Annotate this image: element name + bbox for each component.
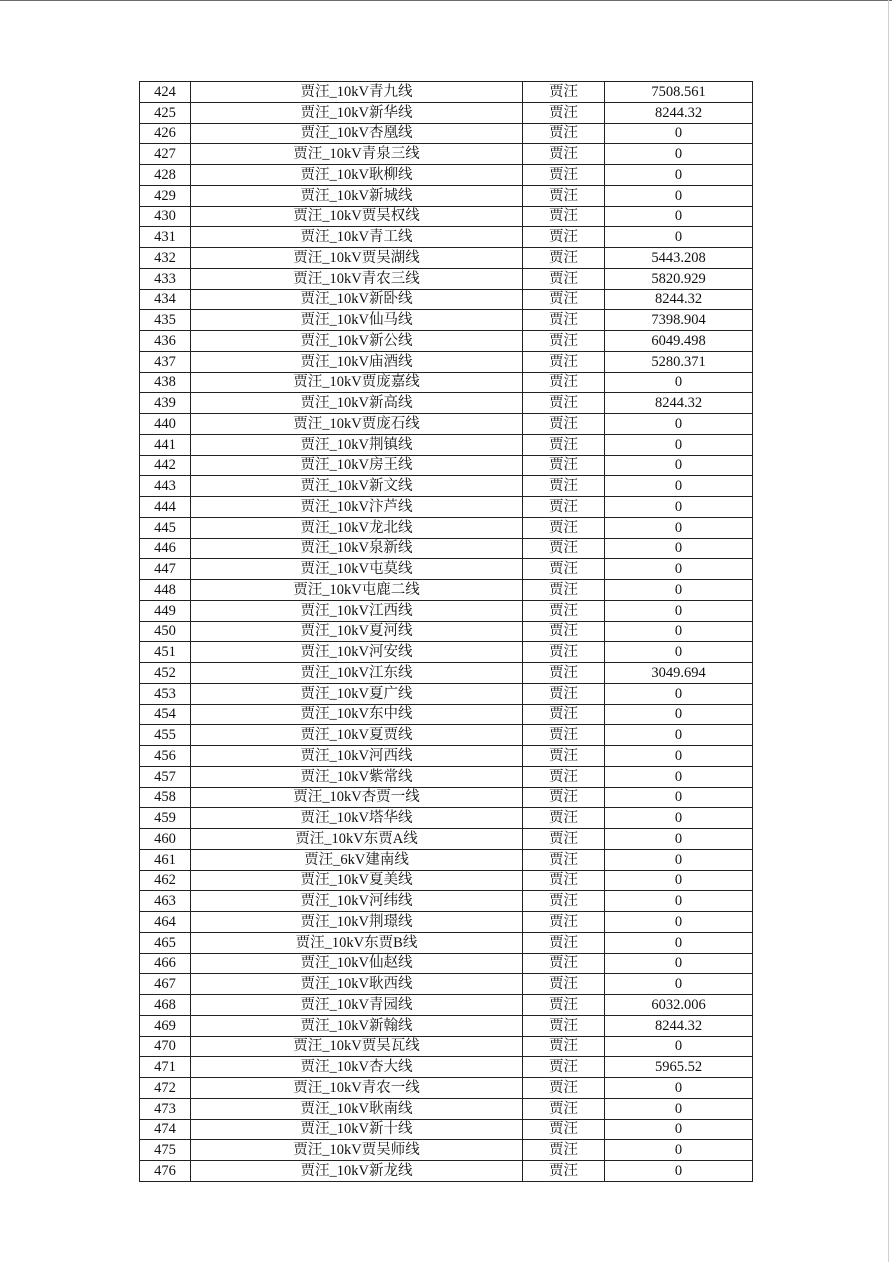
value-cell: 0 [605, 497, 753, 518]
region-cell: 贾汪 [523, 912, 605, 933]
line-name-cell: 贾汪_10kV江东线 [191, 663, 523, 684]
row-index-cell: 426 [140, 123, 191, 144]
row-index-cell: 475 [140, 1140, 191, 1161]
value-cell: 0 [605, 974, 753, 995]
region-cell: 贾汪 [523, 185, 605, 206]
table-row [140, 746, 753, 767]
table-row [140, 621, 753, 642]
table-row [140, 268, 753, 289]
region-cell: 贾汪 [523, 849, 605, 870]
region-cell: 贾汪 [523, 414, 605, 435]
row-index-cell: 446 [140, 538, 191, 559]
line-name-cell: 贾汪_6kV建南线 [191, 849, 523, 870]
table-row [140, 1161, 753, 1182]
value-cell: 0 [605, 746, 753, 767]
row-index-cell: 439 [140, 393, 191, 414]
region-cell: 贾汪 [523, 995, 605, 1016]
region-cell: 贾汪 [523, 227, 605, 248]
value-cell: 0 [605, 185, 753, 206]
row-index-cell: 442 [140, 455, 191, 476]
row-index-cell: 445 [140, 517, 191, 538]
value-cell: 0 [605, 912, 753, 933]
line-name-cell: 贾汪_10kV杏贾一线 [191, 787, 523, 808]
value-cell: 0 [605, 600, 753, 621]
table-row [140, 1098, 753, 1119]
region-cell: 贾汪 [523, 248, 605, 269]
row-index-cell: 447 [140, 559, 191, 580]
value-cell: 3049.694 [605, 663, 753, 684]
row-index-cell: 464 [140, 912, 191, 933]
region-cell: 贾汪 [523, 1140, 605, 1161]
region-cell: 贾汪 [523, 165, 605, 186]
table-row [140, 82, 753, 103]
table-row [140, 974, 753, 995]
value-cell: 0 [605, 849, 753, 870]
table-row [140, 1140, 753, 1161]
value-cell: 5965.52 [605, 1057, 753, 1078]
region-cell: 贾汪 [523, 580, 605, 601]
value-cell: 0 [605, 932, 753, 953]
region-cell: 贾汪 [523, 787, 605, 808]
row-index-cell: 457 [140, 766, 191, 787]
table-row [140, 476, 753, 497]
row-index-cell: 471 [140, 1057, 191, 1078]
value-cell: 0 [605, 704, 753, 725]
row-index-cell: 460 [140, 829, 191, 850]
row-index-cell: 454 [140, 704, 191, 725]
value-cell: 0 [605, 227, 753, 248]
value-cell: 0 [605, 1140, 753, 1161]
table-row [140, 642, 753, 663]
value-cell: 0 [605, 808, 753, 829]
line-name-cell: 贾汪_10kV新高线 [191, 393, 523, 414]
value-cell: 6049.498 [605, 331, 753, 352]
line-name-cell: 贾汪_10kV泉新线 [191, 538, 523, 559]
line-name-cell: 贾汪_10kV荆镇线 [191, 434, 523, 455]
table-row [140, 351, 753, 372]
table-row [140, 600, 753, 621]
row-index-cell: 440 [140, 414, 191, 435]
value-cell: 0 [605, 538, 753, 559]
row-index-cell: 453 [140, 683, 191, 704]
table-row [140, 331, 753, 352]
region-cell: 贾汪 [523, 206, 605, 227]
row-index-cell: 461 [140, 849, 191, 870]
value-cell: 0 [605, 165, 753, 186]
line-name-cell: 贾汪_10kV新卧线 [191, 289, 523, 310]
table-row [140, 289, 753, 310]
line-name-cell: 贾汪_10kV荆璟线 [191, 912, 523, 933]
row-index-cell: 455 [140, 725, 191, 746]
table-row [140, 891, 753, 912]
table-row [140, 849, 753, 870]
region-cell: 贾汪 [523, 372, 605, 393]
row-index-cell: 438 [140, 372, 191, 393]
region-cell: 贾汪 [523, 476, 605, 497]
table-row [140, 932, 753, 953]
table-row [140, 144, 753, 165]
region-cell: 贾汪 [523, 1057, 605, 1078]
table-row [140, 1057, 753, 1078]
region-cell: 贾汪 [523, 538, 605, 559]
row-index-cell: 466 [140, 953, 191, 974]
line-name-cell: 贾汪_10kV紫常线 [191, 766, 523, 787]
line-name-cell: 贾汪_10kV耿柳线 [191, 165, 523, 186]
region-cell: 贾汪 [523, 725, 605, 746]
page-right-border [888, 0, 889, 1262]
row-index-cell: 437 [140, 351, 191, 372]
region-cell: 贾汪 [523, 891, 605, 912]
value-cell: 0 [605, 434, 753, 455]
table-body [140, 82, 753, 1182]
region-cell: 贾汪 [523, 870, 605, 891]
row-index-cell: 474 [140, 1119, 191, 1140]
value-cell: 0 [605, 725, 753, 746]
region-cell: 贾汪 [523, 268, 605, 289]
region-cell: 贾汪 [523, 683, 605, 704]
line-name-cell: 贾汪_10kV龙北线 [191, 517, 523, 538]
table-row [140, 538, 753, 559]
value-cell: 0 [605, 414, 753, 435]
value-cell: 5443.208 [605, 248, 753, 269]
row-index-cell: 428 [140, 165, 191, 186]
value-cell: 0 [605, 580, 753, 601]
table-row [140, 455, 753, 476]
region-cell: 贾汪 [523, 932, 605, 953]
region-cell: 贾汪 [523, 1015, 605, 1036]
line-name-cell: 贾汪_10kV新文线 [191, 476, 523, 497]
region-cell: 贾汪 [523, 642, 605, 663]
region-cell: 贾汪 [523, 517, 605, 538]
line-name-cell: 贾汪_10kV夏广线 [191, 683, 523, 704]
region-cell: 贾汪 [523, 82, 605, 103]
line-name-cell: 贾汪_10kV耿南线 [191, 1098, 523, 1119]
table-row [140, 227, 753, 248]
line-name-cell: 贾汪_10kV杏凰线 [191, 123, 523, 144]
row-index-cell: 441 [140, 434, 191, 455]
value-cell: 0 [605, 559, 753, 580]
page-top-border [0, 0, 892, 1]
row-index-cell: 425 [140, 102, 191, 123]
value-cell: 0 [605, 891, 753, 912]
region-cell: 贾汪 [523, 1098, 605, 1119]
line-name-cell: 贾汪_10kV河纬线 [191, 891, 523, 912]
row-index-cell: 444 [140, 497, 191, 518]
value-cell: 0 [605, 621, 753, 642]
line-name-cell: 贾汪_10kV贾吴湖线 [191, 248, 523, 269]
line-name-cell: 贾汪_10kV东贾B线 [191, 932, 523, 953]
row-index-cell: 436 [140, 331, 191, 352]
table-row [140, 310, 753, 331]
row-index-cell: 431 [140, 227, 191, 248]
line-name-cell: 贾汪_10kV贾吴权线 [191, 206, 523, 227]
table-row [140, 725, 753, 746]
row-index-cell: 472 [140, 1078, 191, 1099]
row-index-cell: 470 [140, 1036, 191, 1057]
value-cell: 0 [605, 1161, 753, 1182]
row-index-cell: 430 [140, 206, 191, 227]
table-row [140, 870, 753, 891]
table-row [140, 1015, 753, 1036]
line-name-cell: 贾汪_10kV河西线 [191, 746, 523, 767]
region-cell: 贾汪 [523, 808, 605, 829]
row-index-cell: 458 [140, 787, 191, 808]
value-cell: 0 [605, 123, 753, 144]
line-name-cell: 贾汪_10kV夏贾线 [191, 725, 523, 746]
line-name-cell: 贾汪_10kV屯鹿二线 [191, 580, 523, 601]
region-cell: 贾汪 [523, 102, 605, 123]
data-table [139, 81, 753, 1182]
line-name-cell: 贾汪_10kV河安线 [191, 642, 523, 663]
value-cell: 0 [605, 787, 753, 808]
region-cell: 贾汪 [523, 331, 605, 352]
table-row [140, 434, 753, 455]
line-name-cell: 贾汪_10kV杏大线 [191, 1057, 523, 1078]
row-index-cell: 467 [140, 974, 191, 995]
value-cell: 0 [605, 455, 753, 476]
region-cell: 贾汪 [523, 123, 605, 144]
row-index-cell: 450 [140, 621, 191, 642]
value-cell: 0 [605, 476, 753, 497]
row-index-cell: 448 [140, 580, 191, 601]
table-row [140, 185, 753, 206]
value-cell: 8244.32 [605, 393, 753, 414]
value-cell: 0 [605, 1098, 753, 1119]
row-index-cell: 435 [140, 310, 191, 331]
region-cell: 贾汪 [523, 310, 605, 331]
value-cell: 8244.32 [605, 1015, 753, 1036]
line-name-cell: 贾汪_10kV新公线 [191, 331, 523, 352]
value-cell: 5820.929 [605, 268, 753, 289]
table-row [140, 808, 753, 829]
table-row [140, 1119, 753, 1140]
row-index-cell: 452 [140, 663, 191, 684]
table-row [140, 248, 753, 269]
region-cell: 贾汪 [523, 455, 605, 476]
value-cell: 5280.371 [605, 351, 753, 372]
region-cell: 贾汪 [523, 746, 605, 767]
table-row [140, 766, 753, 787]
line-name-cell: 贾汪_10kV汴芦线 [191, 497, 523, 518]
line-name-cell: 贾汪_10kV贾吴师线 [191, 1140, 523, 1161]
value-cell: 7508.561 [605, 82, 753, 103]
line-name-cell: 贾汪_10kV房王线 [191, 455, 523, 476]
line-name-cell: 贾汪_10kV庙酒线 [191, 351, 523, 372]
line-name-cell: 贾汪_10kV青泉三线 [191, 144, 523, 165]
region-cell: 贾汪 [523, 974, 605, 995]
table-row [140, 393, 753, 414]
line-name-cell: 贾汪_10kV新十线 [191, 1119, 523, 1140]
region-cell: 贾汪 [523, 144, 605, 165]
line-name-cell: 贾汪_10kV塔华线 [191, 808, 523, 829]
region-cell: 贾汪 [523, 829, 605, 850]
table-row [140, 1078, 753, 1099]
region-cell: 贾汪 [523, 497, 605, 518]
value-cell: 0 [605, 1119, 753, 1140]
row-index-cell: 449 [140, 600, 191, 621]
line-name-cell: 贾汪_10kV青农三线 [191, 268, 523, 289]
value-cell: 0 [605, 683, 753, 704]
region-cell: 贾汪 [523, 704, 605, 725]
table-row [140, 414, 753, 435]
row-index-cell: 434 [140, 289, 191, 310]
row-index-cell: 433 [140, 268, 191, 289]
line-name-cell: 贾汪_10kV夏美线 [191, 870, 523, 891]
region-cell: 贾汪 [523, 351, 605, 372]
line-name-cell: 贾汪_10kV贾庞石线 [191, 414, 523, 435]
line-name-cell: 贾汪_10kV仙马线 [191, 310, 523, 331]
line-name-cell: 贾汪_10kV贾庞嘉线 [191, 372, 523, 393]
line-name-cell: 贾汪_10kV东贾A线 [191, 829, 523, 850]
line-name-cell: 贾汪_10kV青园线 [191, 995, 523, 1016]
value-cell: 0 [605, 870, 753, 891]
row-index-cell: 459 [140, 808, 191, 829]
value-cell: 0 [605, 766, 753, 787]
row-index-cell: 451 [140, 642, 191, 663]
value-cell: 0 [605, 1036, 753, 1057]
table-row [140, 787, 753, 808]
region-cell: 贾汪 [523, 289, 605, 310]
value-cell: 0 [605, 206, 753, 227]
line-name-cell: 贾汪_10kV新龙线 [191, 1161, 523, 1182]
table-row [140, 559, 753, 580]
row-index-cell: 473 [140, 1098, 191, 1119]
table-row [140, 102, 753, 123]
row-index-cell: 463 [140, 891, 191, 912]
table-row [140, 683, 753, 704]
line-name-cell: 贾汪_10kV新华线 [191, 102, 523, 123]
table-row [140, 912, 753, 933]
region-cell: 贾汪 [523, 953, 605, 974]
table-row [140, 995, 753, 1016]
value-cell: 0 [605, 517, 753, 538]
table-row [140, 123, 753, 144]
region-cell: 贾汪 [523, 559, 605, 580]
region-cell: 贾汪 [523, 434, 605, 455]
table-row [140, 497, 753, 518]
row-index-cell: 427 [140, 144, 191, 165]
table-row [140, 165, 753, 186]
line-name-cell: 贾汪_10kV新城线 [191, 185, 523, 206]
line-name-cell: 贾汪_10kV夏河线 [191, 621, 523, 642]
row-index-cell: 469 [140, 1015, 191, 1036]
table-row [140, 580, 753, 601]
table-row [140, 517, 753, 538]
line-name-cell: 贾汪_10kV江西线 [191, 600, 523, 621]
value-cell: 0 [605, 372, 753, 393]
region-cell: 贾汪 [523, 393, 605, 414]
region-cell: 贾汪 [523, 1078, 605, 1099]
region-cell: 贾汪 [523, 621, 605, 642]
row-index-cell: 456 [140, 746, 191, 767]
region-cell: 贾汪 [523, 663, 605, 684]
region-cell: 贾汪 [523, 766, 605, 787]
row-index-cell: 462 [140, 870, 191, 891]
value-cell: 0 [605, 642, 753, 663]
value-cell: 8244.32 [605, 289, 753, 310]
row-index-cell: 432 [140, 248, 191, 269]
line-name-cell: 贾汪_10kV青农一线 [191, 1078, 523, 1099]
value-cell: 0 [605, 1078, 753, 1099]
line-name-cell: 贾汪_10kV贾吴瓦线 [191, 1036, 523, 1057]
row-index-cell: 429 [140, 185, 191, 206]
line-name-cell: 贾汪_10kV青工线 [191, 227, 523, 248]
line-name-cell: 贾汪_10kV新翰线 [191, 1015, 523, 1036]
table-row [140, 372, 753, 393]
region-cell: 贾汪 [523, 1036, 605, 1057]
table-row [140, 704, 753, 725]
region-cell: 贾汪 [523, 600, 605, 621]
table-row [140, 953, 753, 974]
region-cell: 贾汪 [523, 1161, 605, 1182]
table-row [140, 1036, 753, 1057]
table-row [140, 663, 753, 684]
value-cell: 7398.904 [605, 310, 753, 331]
line-name-cell: 贾汪_10kV屯莫线 [191, 559, 523, 580]
table-row [140, 829, 753, 850]
region-cell: 贾汪 [523, 1119, 605, 1140]
line-name-cell: 贾汪_10kV耿西线 [191, 974, 523, 995]
value-cell: 0 [605, 829, 753, 850]
table-row [140, 206, 753, 227]
row-index-cell: 424 [140, 82, 191, 103]
row-index-cell: 443 [140, 476, 191, 497]
row-index-cell: 476 [140, 1161, 191, 1182]
value-cell: 0 [605, 144, 753, 165]
value-cell: 0 [605, 953, 753, 974]
line-name-cell: 贾汪_10kV仙赵线 [191, 953, 523, 974]
value-cell: 8244.32 [605, 102, 753, 123]
value-cell: 6032.006 [605, 995, 753, 1016]
row-index-cell: 465 [140, 932, 191, 953]
row-index-cell: 468 [140, 995, 191, 1016]
line-name-cell: 贾汪_10kV东中线 [191, 704, 523, 725]
line-name-cell: 贾汪_10kV青九线 [191, 82, 523, 103]
